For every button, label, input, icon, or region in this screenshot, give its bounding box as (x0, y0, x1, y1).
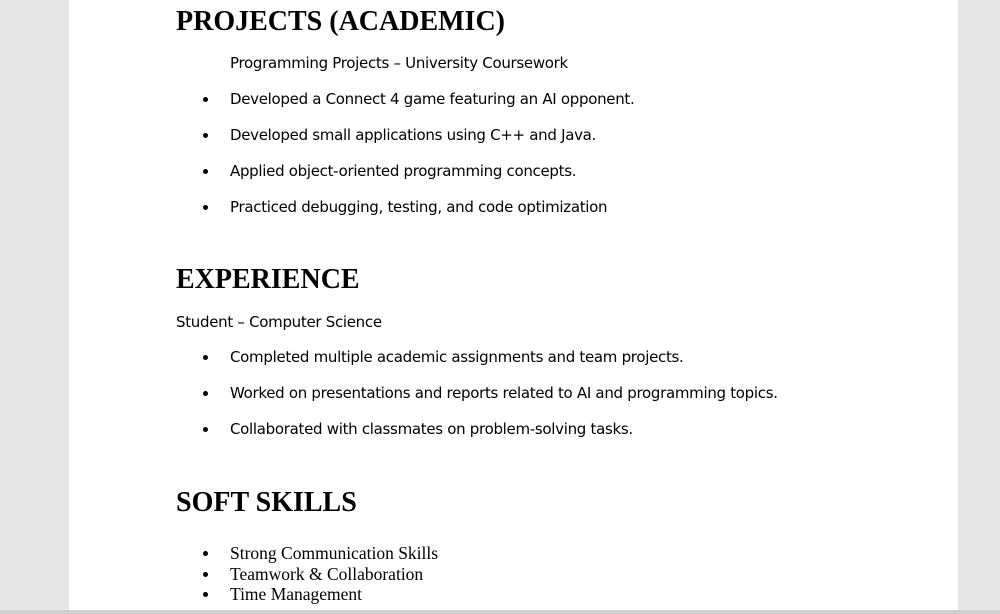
bullet-icon (203, 97, 208, 102)
experience-role: Student – Computer Science (176, 313, 382, 331)
projects-heading: PROJECTS (ACADEMIC) (176, 6, 505, 37)
bullet-icon (203, 391, 208, 396)
bullet-icon (203, 592, 208, 597)
bullet-icon (203, 551, 208, 556)
bullet-icon (203, 355, 208, 360)
bullet-icon (203, 169, 208, 174)
viewport-bottom-edge (0, 610, 1000, 614)
bullet-icon (203, 427, 208, 432)
bullet-icon (203, 205, 208, 210)
bullet-icon (203, 133, 208, 138)
experience-heading: EXPERIENCE (176, 264, 360, 295)
soft-skills-heading: SOFT SKILLS (176, 487, 357, 518)
bullet-icon (203, 572, 208, 577)
projects-subheading: Programming Projects – University Coursework (230, 54, 568, 72)
document-page: PROJECTS (ACADEMIC) Programming Projects – University Coursework Developed a Connect 4 game featuring an AI opponent. Developed small applications using C++ and Java. Applied object-oriented programming concepts. Practiced debugging, testing, and code optimization EXPERIENCE Student – Computer Science Completed multiple academic assignments and team projects. Worked on presentations and reports related to AI and programming topics. Collaborated with classmates on problem-solving tasks. SOFT SKILLS Strong Communication Skills Teamwork & Collaboration Time Management (69, 0, 958, 614)
